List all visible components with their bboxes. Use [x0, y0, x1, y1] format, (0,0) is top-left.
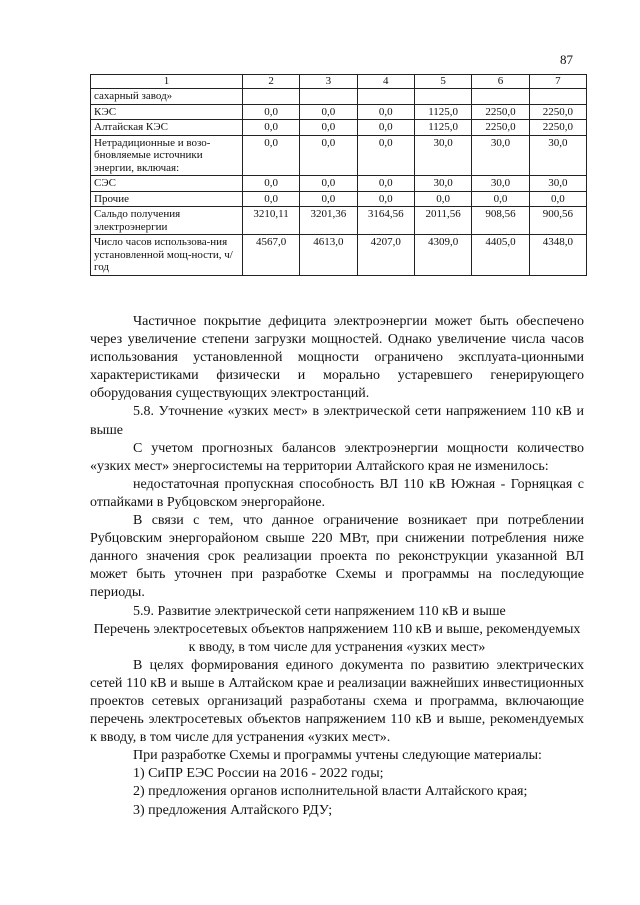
- table-cell: 2250,0: [529, 104, 586, 120]
- table-cell: 0,0: [357, 176, 414, 192]
- table-cell: 4207,0: [357, 235, 414, 276]
- data-table: [90, 74, 587, 276]
- paragraph: недостаточная пропускная способность ВЛ 110 кВ Южная - Горняцкая с отпайками в Рубцовском энергорайоне.: [90, 476, 584, 510]
- table-row-label: КЭС: [91, 104, 243, 120]
- table-cell: 0,0: [357, 191, 414, 207]
- table-cell: 0,0: [529, 191, 586, 207]
- table-cell: 0,0: [242, 191, 299, 207]
- table-cell: 3210,11: [242, 207, 299, 235]
- list-item: 1) СиПР ЕЭС России на 2016 - 2022 годы;: [133, 766, 384, 782]
- table-row: [91, 104, 587, 120]
- table-row-label: Число часов использова-ния установленной мощ-ности, ч/год: [91, 235, 243, 276]
- table-cell: 0,0: [242, 176, 299, 192]
- table-cell: 0,0: [300, 176, 357, 192]
- table-cell: 3201,36: [300, 207, 357, 235]
- table-cell: 2011,56: [414, 207, 471, 235]
- table-header-cell: 2: [242, 75, 299, 89]
- table-cell: 0,0: [300, 135, 357, 176]
- table-row: [91, 135, 587, 176]
- table-cell: 0,0: [300, 104, 357, 120]
- table-cell: 30,0: [529, 135, 586, 176]
- table-row-label: Сальдо получения электроэнергии: [91, 207, 243, 235]
- section-heading: 5.8. Уточнение «узких мест» в электрической сети напряжением 110 кВ и выше: [90, 404, 584, 438]
- table-cell: 30,0: [472, 176, 529, 192]
- table-cell: 908,56: [472, 207, 529, 235]
- table-header-cell: 1: [91, 75, 243, 89]
- table-header-cell: 6: [472, 75, 529, 89]
- table-cell: 0,0: [357, 135, 414, 176]
- table-row-label: Алтайская КЭС: [91, 120, 243, 136]
- table-cell: 0,0: [300, 120, 357, 136]
- table-cell: 30,0: [529, 176, 586, 192]
- table-header-row: [91, 75, 587, 89]
- table-cell: 30,0: [414, 135, 471, 176]
- table-cell: 3164,56: [357, 207, 414, 235]
- section-heading: 5.9. Развитие электрической сети напряжением 110 кВ и выше: [133, 603, 506, 619]
- table-row: [91, 207, 587, 235]
- paragraph: Частичное покрытие дефицита электроэнергии может быть обеспечено через увеличение степени загрузки мощностей. Однако увеличение числа часов использования установленной мощности ограничено эксплуата-ционными характеристиками физически и морально устаревшего генерирующего оборудования существующих электростанций.: [90, 314, 584, 402]
- table-cell: 4309,0: [414, 235, 471, 276]
- table-cell: 2250,0: [472, 120, 529, 136]
- table-cell: 0,0: [300, 191, 357, 207]
- table-cell: 4567,0: [242, 235, 299, 276]
- table-header-cell: 4: [357, 75, 414, 89]
- paragraph: В связи с тем, что данное ограничение возникает при потреблении Рубцовским энергорайоном свыше 220 МВт, при снижении потребления ниже данного значения срок реализации проекта по реконструкции указанной ВЛ может быть уточнен при разработке Схемы и программы на последующие периоды.: [90, 513, 584, 601]
- table-header-cell: 5: [414, 75, 471, 89]
- table-cell: 0,0: [357, 120, 414, 136]
- table-row: [91, 191, 587, 207]
- page-number: 87: [560, 52, 573, 67]
- table-cell: 0,0: [357, 104, 414, 120]
- table-row: [91, 235, 587, 276]
- list-item: 3) предложения Алтайского РДУ;: [133, 802, 333, 818]
- list-item: 2) предложения органов исполнительной власти Алтайского края;: [133, 784, 528, 800]
- table-cell: 1125,0: [414, 104, 471, 120]
- table-cell: 0,0: [472, 191, 529, 207]
- table-cell: 2250,0: [472, 104, 529, 120]
- table-cell: 900,56: [529, 207, 586, 235]
- table-row: [91, 89, 587, 105]
- table-cell: 0,0: [242, 120, 299, 136]
- table-cell: 0,0: [242, 104, 299, 120]
- table-cell: 4405,0: [472, 235, 529, 276]
- table-row-label: СЭС: [91, 176, 243, 192]
- table-cell: 4613,0: [300, 235, 357, 276]
- table-cell: 0,0: [414, 191, 471, 207]
- table-cell: 30,0: [472, 135, 529, 176]
- table-row-label: Нетрадиционные и возо-бновляемые источники энергии, включая:: [91, 135, 243, 176]
- table-row: [91, 176, 587, 192]
- table-row-label: Прочие: [91, 191, 243, 207]
- paragraph: В целях формирования единого документа по развитию электрических сетей 110 кВ и выше в Алтайском крае и реализации важнейших инвестиционных проектов сетевых организаций разработаны схема и программа, включающие перечень электросетевых объектов напряжением 110 кВ и выше, рекомендуемых к вводу, в том числе для устранения «узких мест».: [90, 657, 584, 746]
- table-cell: 2250,0: [529, 120, 586, 136]
- table-cell: 0,0: [242, 135, 299, 176]
- paragraph: С учетом прогнозных балансов электроэнергии мощности количество «узких мест» энергосистемы на территории Алтайского края не изменилось:: [90, 440, 584, 474]
- table-row: [91, 120, 587, 136]
- table-cell: 30,0: [414, 176, 471, 192]
- table-cell: 1125,0: [414, 120, 471, 136]
- table-row-label: сахарный завод»: [91, 89, 243, 105]
- table-header-cell: 3: [300, 75, 357, 89]
- paragraph: При разработке Схемы и программы учтены следующие материалы:: [133, 748, 542, 764]
- subheading: Перечень электросетевых объектов напряжением 110 кВ и выше, рекомендуемых к вводу, в том числе для устранения «узких мест»: [93, 621, 581, 655]
- table-cell: 4348,0: [529, 235, 586, 276]
- body-text: [90, 313, 584, 820]
- table-header-cell: 7: [529, 75, 586, 89]
